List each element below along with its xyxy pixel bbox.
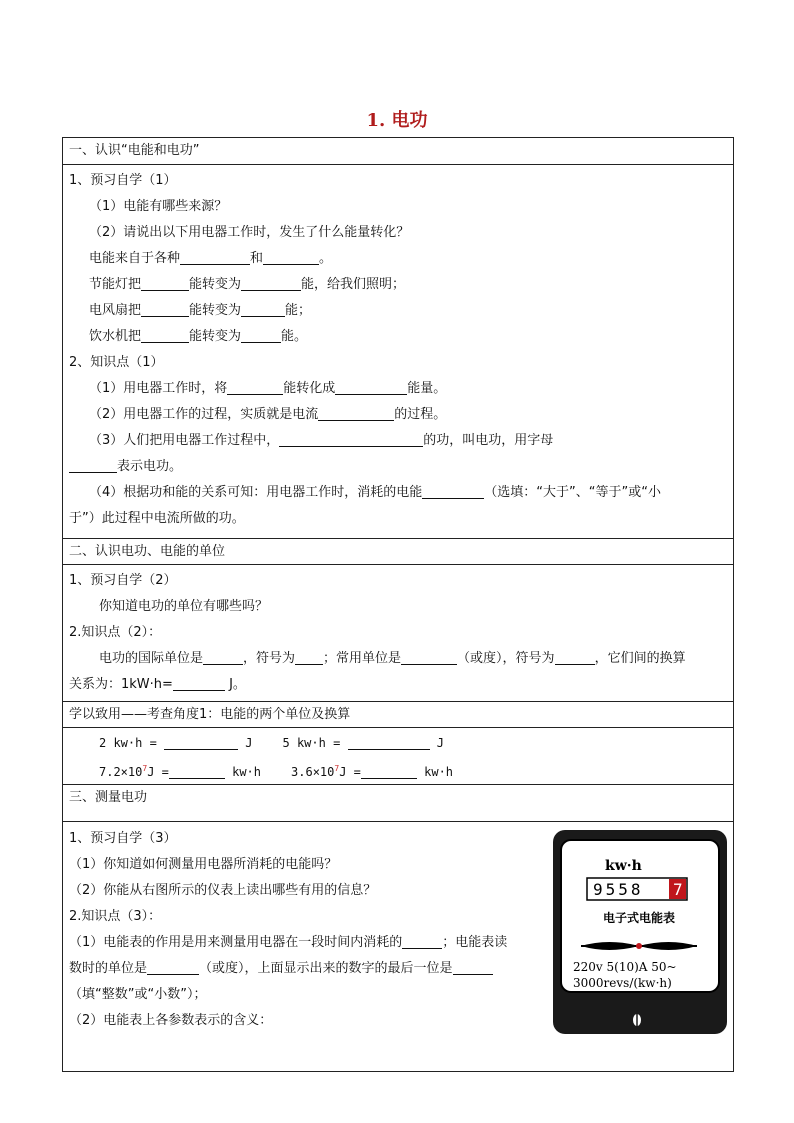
section1-question-2: （2）请说出以下用电器工作时，发生了什么能量转化？ [89, 225, 410, 240]
practice-line-1: 2 kw·h = J 5 kw·h = J [99, 736, 444, 750]
section1-knowledge-title: 2、知识点（1） [69, 355, 164, 370]
section3-question-1: （1）你知道如何测量用电器所消耗的电能吗？ [69, 857, 338, 872]
answer-blank[interactable] [241, 276, 301, 291]
answer-blank[interactable] [361, 764, 417, 779]
meter-rotor-disc [581, 942, 697, 950]
lamp-conversion-line: 节能灯把 能转变为 能，给我们照明； [89, 277, 406, 292]
knowledge-line-4: （4）根据功和能的关系可知：用电器工作时，消耗的电能 （选填：“大于”、“等于”或“小 [89, 485, 661, 500]
meter-knowledge-line-2: 数时的单位是 （或度），上面显示出来的数字的最后一位是 [63, 956, 733, 982]
section3-question-2: （2）你能从右图所示的仪表上读出哪些有用的信息？ [69, 883, 377, 898]
page-title: 1. 电功 [366, 110, 428, 131]
knowledge-line-1: （1）用电器工作时，将 能转化成 能量。 [89, 381, 447, 396]
answer-blank[interactable] [180, 250, 250, 265]
section3-knowledge-title: 2.知识点（3）： [69, 909, 162, 924]
meter-unit: kw·h [605, 858, 642, 874]
worksheet-table [62, 137, 734, 1072]
section2-question: 你知道电功的单位有哪些吗？ [99, 599, 269, 614]
practice-body [63, 727, 733, 784]
unit-line-1: 电功的国际单位是 ，符号为 ；常用单位是 （或度），符号为 ，它们间的换算 [99, 651, 686, 666]
meter-last-digit: 7 [673, 880, 683, 899]
knowledge-line-3: （3）人们把用电器工作过程中， 的功，叫电功，用字母 [89, 433, 554, 448]
knowledge-line-4-cont: 于”）此过程中电流所做的功。 [69, 511, 245, 526]
meter-spec-1: 220v 5(10)A 50~ [573, 960, 677, 974]
answer-blank[interactable] [555, 650, 595, 665]
section3-header: 三、测量电功 [63, 784, 733, 821]
meter-digits: 9558 [593, 880, 644, 899]
meter-terminal-icon [633, 1014, 641, 1026]
practice-header: 学以致用——考查角度1：电能的两个单位及换算 [63, 701, 733, 727]
answer-blank[interactable] [401, 650, 457, 665]
section2-knowledge-title: 2.知识点（2）： [69, 625, 162, 640]
answer-blank[interactable] [141, 276, 189, 291]
electricity-meter-image [551, 828, 729, 1036]
answer-blank[interactable] [348, 735, 430, 750]
meter-label: 电子式电能表 [602, 911, 676, 925]
unit-line-2: 关系为：1kW·h= J。 [69, 677, 246, 692]
answer-blank[interactable] [164, 735, 238, 750]
answer-blank[interactable] [203, 650, 243, 665]
answer-blank[interactable] [141, 328, 189, 343]
answer-blank[interactable] [241, 328, 281, 343]
answer-blank[interactable] [402, 934, 442, 949]
section3-body [63, 821, 733, 1071]
answer-blank[interactable] [335, 380, 407, 395]
answer-blank[interactable] [295, 650, 323, 665]
meter-spec-2: 3000revs/(kw·h) [573, 976, 672, 990]
answer-blank[interactable] [279, 432, 423, 447]
answer-blank[interactable] [241, 302, 285, 317]
knowledge-line-2: （2）用电器工作的过程，实质就是电流 的过程。 [89, 407, 447, 422]
answer-blank[interactable] [169, 764, 225, 779]
answer-blank[interactable] [263, 250, 319, 265]
answer-blank[interactable] [173, 676, 225, 691]
practice-line-2: $7.2\times 10^7J = kw\cdot h$ $3.6\times 10^7J = kw\cdot h$ [99, 764, 454, 779]
section3-preview-title: 1、预习自学（3） [69, 831, 177, 846]
section2-preview-title: 1、预习自学（2） [69, 573, 177, 588]
meter-knowledge-line-4: （2）电能表上各参数表示的含义： [69, 1013, 273, 1028]
section2-body [63, 564, 733, 701]
dispenser-conversion-line: 饮水机把 能转变为 能。 [89, 329, 308, 344]
fan-conversion-line: 电风扇把 能转变为 能； [89, 303, 312, 318]
knowledge-line-3-cont: 表示电功。 [63, 454, 733, 480]
meter-knowledge-line-3: （填“整数”或“小数”）； [69, 987, 207, 1002]
section1-body [63, 164, 733, 538]
answer-blank[interactable] [69, 458, 117, 473]
section1-question-1: （1）电能有哪些来源？ [89, 199, 228, 214]
section1-header: 一、认识“电能和电功” [69, 143, 200, 158]
answer-blank[interactable] [147, 960, 199, 975]
answer-blank[interactable] [141, 302, 189, 317]
answer-blank[interactable] [453, 960, 493, 975]
meter-knowledge-line-1: （1）电能表的作用是用来测量用电器在一段时间内消耗的 ；电能表读 [69, 935, 508, 950]
section2-header: 二、认识电功、电能的单位 [63, 538, 733, 564]
energy-source-line: 电能来自于各种 和 。 [89, 251, 333, 266]
section1-preview-title: 1、预习自学（1） [69, 173, 177, 188]
answer-blank[interactable] [318, 406, 394, 421]
answer-blank[interactable] [422, 484, 484, 499]
answer-blank[interactable] [227, 380, 283, 395]
